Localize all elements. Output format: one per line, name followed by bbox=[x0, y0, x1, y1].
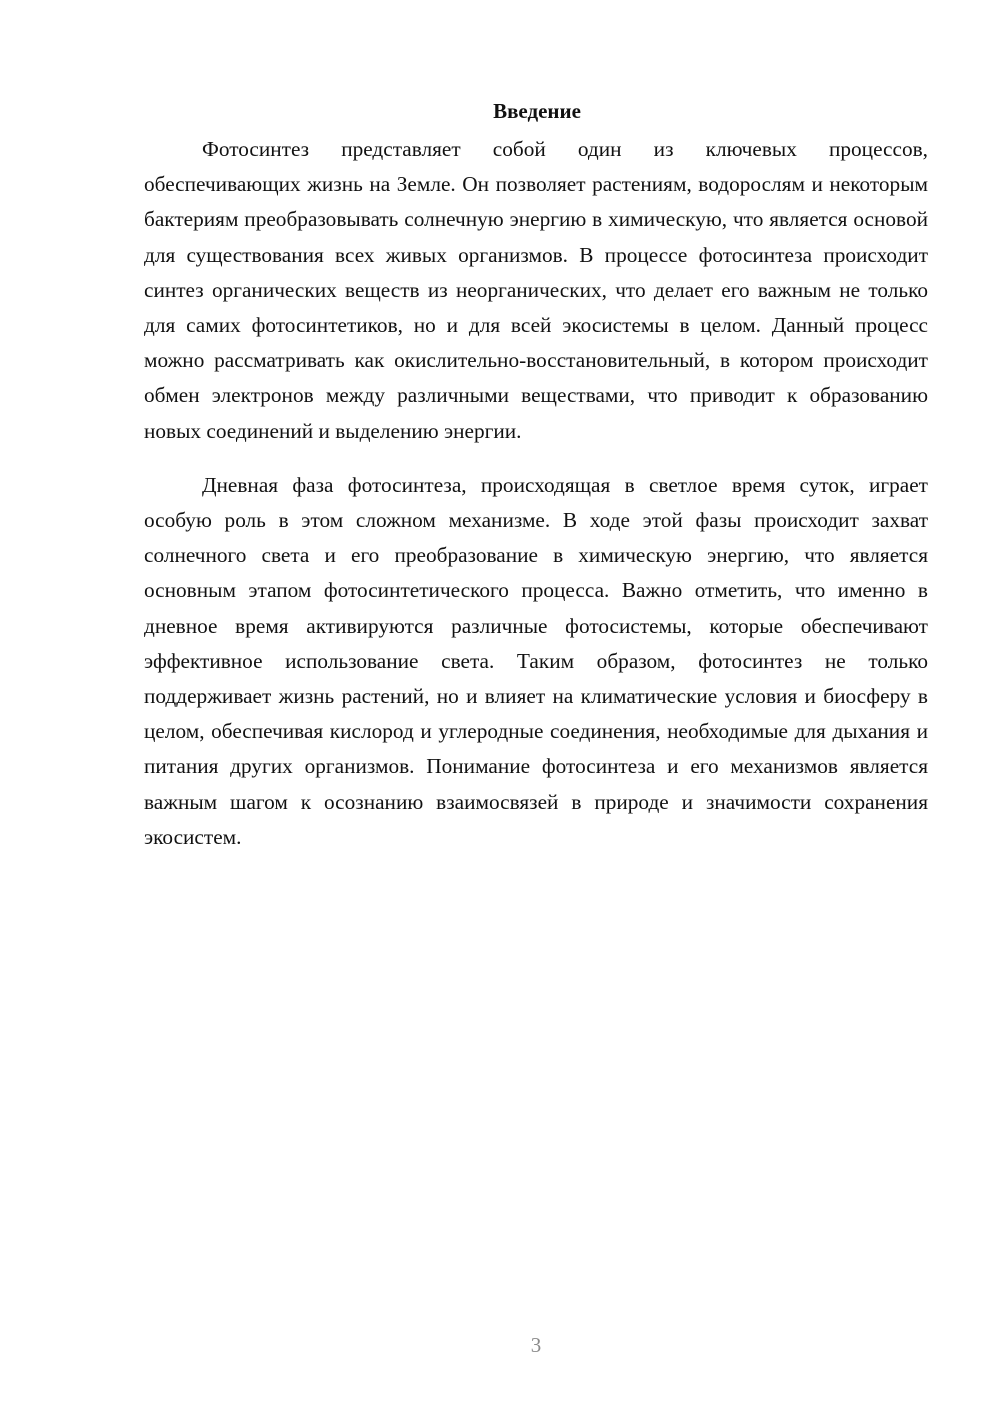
page-number: 3 bbox=[530, 1333, 542, 1357]
page-body bbox=[144, 94, 928, 855]
paragraph-2: Дневная фаза фотосинтеза, происходящая в светлое время суток, играет особую роль в этом сложном механизме. В ходе этой фазы происходит захват солнечного света и его преобразование в химическую энергию, что является основным этапом фотосинтетического процесса. Важно отметить, что именно в дневное время активируются различные фотосистемы, которые обеспечивают эффективное использование света. Таким образом, фотосинтез не только поддерживает жизнь растений, но и влияет на климатические условия и биосферу в целом, обеспечивая кислород и углеродные соединения, необходимые для дыхания и питания других организмов. Понимание фотосинтеза и его механизмов является важным шагом к осознанию взаимосвязей в природе и значимости сохранения экосистем. bbox=[144, 472, 928, 849]
section-heading: Введение bbox=[493, 99, 581, 123]
paragraph-1: Фотосинтез представляет собой один из ключевых процессов, обеспечивающих жизнь на Земле. Он позволяет растениям, водорослям и некоторым бактериям преобразовывать солнечную энергию в химическую, что является основой для существования всех живых организмов. В процессе фотосинтеза происходит синтез органических веществ из неорганических, что делает его важным не только для самих фотосинтетиков, но и для всей экосистемы в целом. Данный процесс можно рассматривать как окислительно-восстановительный, в котором происходит обмен электронов между различными веществами, что приводит к образованию новых соединений и выделению энергии. bbox=[144, 137, 928, 443]
